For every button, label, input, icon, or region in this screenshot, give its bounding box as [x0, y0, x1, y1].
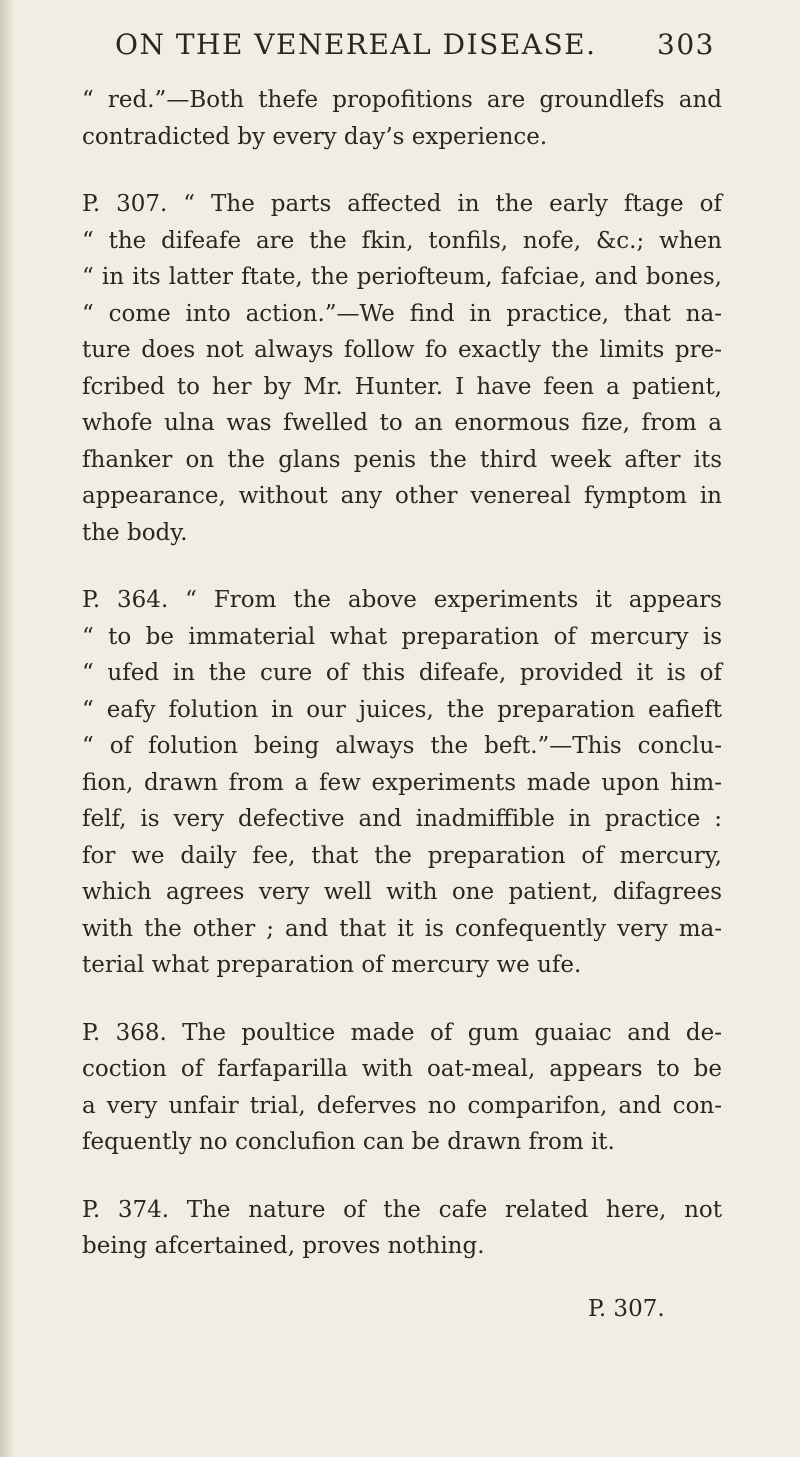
text-line: appearance, without any other venereal fymptom in	[82, 483, 722, 509]
text-line: “ of folution being always the beft.”—This conclu-	[82, 733, 722, 759]
text-line: for we daily fee, that the preparation of mercury,	[82, 842, 722, 869]
text-line: “ red.”—Both thefe propofitions are groundlefs and	[82, 87, 722, 113]
text-line: “ eafy folution in our juices, the preparation eafieft	[82, 696, 722, 723]
text-line: “ ufed in the cure of this difeafe, provided it is of	[82, 660, 722, 686]
text-line: felf, is very defective and inadmiffible in practice :	[82, 806, 722, 832]
text-line: fcribed to her by Mr. Hunter. I have feen a patient,	[82, 373, 722, 400]
text-line: coction of farfaparilla with oat-meal, appears to be	[82, 1056, 722, 1082]
text-line: contradicted by every day’s experience.	[82, 123, 548, 150]
text-line: a very unfair trial, deferves no comparifon, and con-	[82, 1092, 722, 1119]
catchword: P. 307.	[588, 1296, 665, 1322]
paragraph-2	[82, 186, 722, 551]
text-line: the body.	[82, 519, 188, 546]
text-line: fequently no conclufion can be drawn from it.	[82, 1129, 615, 1155]
text-line: “ to be immaterial what preparation of mercury is	[82, 623, 722, 650]
text-line: “ come into action.”—We find in practice, that na-	[82, 300, 722, 327]
text-line: “ in its latter ftate, the periofteum, fafciae, and bones,	[82, 264, 722, 290]
text-line: P. 374. The nature of the cafe related here, not	[82, 1196, 722, 1223]
text-line: which agrees very well with one patient, difagrees	[82, 879, 722, 905]
text-line: fion, drawn from a few experiments made upon him-	[82, 769, 722, 796]
paragraph-4	[82, 1015, 722, 1161]
paragraph-5	[82, 1192, 722, 1265]
page-number: 303	[657, 28, 715, 61]
running-title: ON THE VENEREAL DISEASE.	[115, 28, 597, 61]
text-line: ture does not always follow fo exactly the limits pre-	[82, 337, 722, 363]
text-line: with the other ; and that it is confequently very ma-	[82, 915, 722, 942]
text-line: P. 364. “ From the above experiments it appears	[82, 587, 722, 613]
page-gutter-shadow	[0, 0, 14, 1457]
text-line: fhanker on the glans penis the third week after its	[82, 446, 722, 473]
running-header	[115, 28, 715, 61]
text-line: “ the difeafe are the fkin, tonfils, nofe, &c.; when	[82, 227, 722, 254]
text-line: P. 368. The poultice made of gum guaiac and de-	[82, 1019, 722, 1046]
text-line: P. 307. “ The parts affected in the early ftage of	[82, 191, 722, 217]
page-body	[82, 82, 722, 1265]
text-line: whofe ulna was fwelled to an enormous fize, from a	[82, 410, 722, 436]
text-line: terial what preparation of mercury we ufe.	[82, 952, 582, 978]
paragraph-1	[82, 82, 722, 155]
text-line: being afcertained, proves nothing.	[82, 1233, 485, 1259]
paragraph-3	[82, 582, 722, 984]
